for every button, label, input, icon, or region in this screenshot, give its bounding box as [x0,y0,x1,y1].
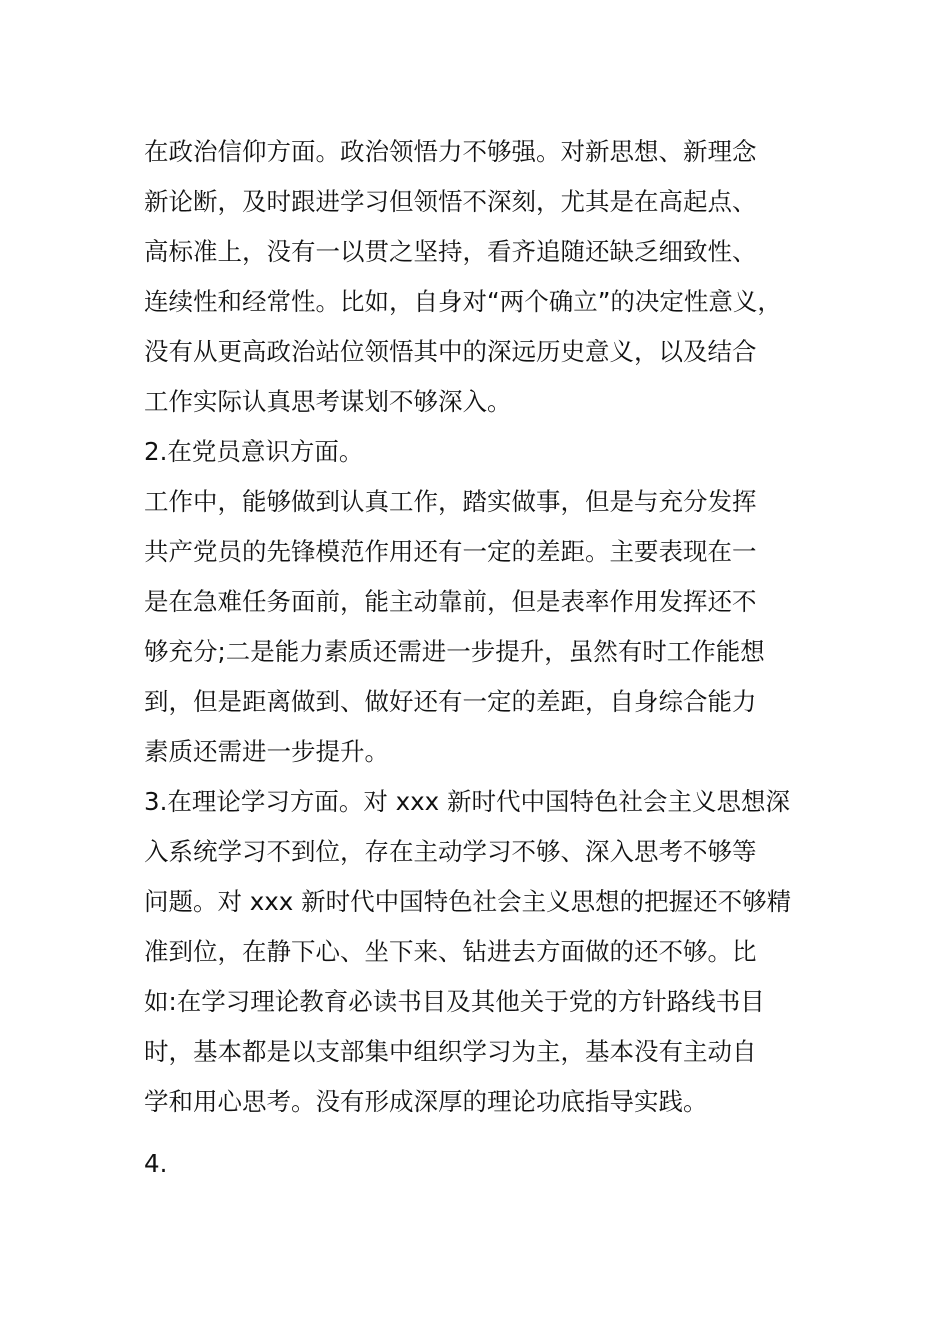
text-line: 学和用心思考。没有形成深厚的理论功底指导实践。 [144,1087,708,1116]
text-line: 准到位，在静下心、坐下来、钻进去方面做的还不够。比 [144,937,757,966]
text-line: 没有从更高政治站位领悟其中的深远历史意义，以及结合 [144,337,757,366]
text-line: 到，但是距离做到、做好还有一定的差距，自身综合能力 [144,687,757,716]
text-line: 工作实际认真思考谋划不够深入。 [144,387,512,416]
text-line: 入系统学习不到位，存在主动学习不够、深入思考不够等 [144,837,757,866]
document-body [144,127,814,1189]
text-line: 时，基本都是以支部集中组织学习为主，基本没有主动自 [144,1037,757,1066]
text-line: 新论断，及时跟进学习但领悟不深刻，尤其是在高起点、 [144,187,757,216]
text-line: 高标准上，没有一以贯之坚持，看齐追随还缺乏细致性、 [144,237,757,266]
text-line: 素质还需进一步提升。 [144,737,389,766]
section-number-4: 4. [144,1149,168,1178]
text-line: 在政治信仰方面。政治领悟力不够强。对新思想、新理念 [144,137,757,166]
text-line: 够充分;二是能力素质还需进一步提升，虽然有时工作能想 [144,637,765,666]
section-heading-2: 2.在党员意识方面。 [144,437,364,466]
text-line: 工作中，能够做到认真工作，踏实做事，但是与充分发挥 [144,487,757,516]
text-line: 是在急难任务面前，能主动靠前，但是表率作用发挥还不 [144,587,757,616]
text-line: 如:在学习理论教育必读书目及其他关于党的方针路线书目 [144,987,765,1016]
text-line: 问题。对 xxx 新时代中国特色社会主义思想的把握还不够精 [144,887,792,916]
text-line: 共产党员的先锋模范作用还有一定的差距。主要表现在一 [144,537,757,566]
section-heading-3: 3.在理论学习方面。对 xxx 新时代中国特色社会主义思想深 [144,787,790,816]
text-line: 连续性和经常性。比如，自身对“两个确立”的决定性意义， [144,287,782,316]
